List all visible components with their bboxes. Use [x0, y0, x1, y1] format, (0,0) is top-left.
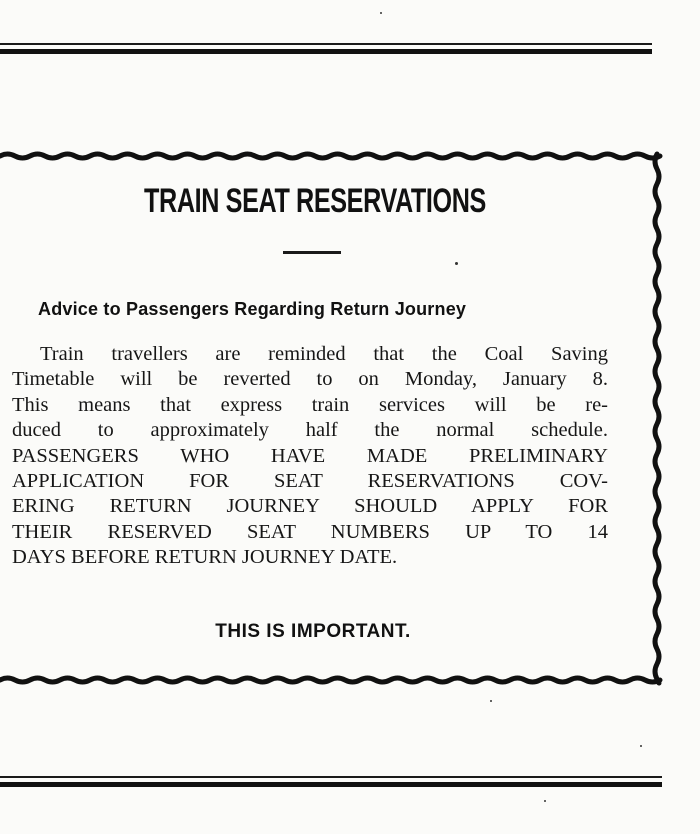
body-line: duced to approximately half the normal schedule.	[12, 419, 608, 442]
notice-body	[12, 342, 608, 571]
headline-dash	[283, 251, 341, 254]
body-line: Timetable will be reverted to on Monday, January 8.	[12, 368, 608, 391]
print-speck	[490, 700, 492, 702]
notice-subheadline: Advice to Passengers Regarding Return Journey	[38, 299, 467, 319]
body-line: PASSENGERS WHO HAVE MADE PRELIMINARY	[12, 444, 608, 467]
body-line: Train travellers are reminded that the Coal Saving	[40, 343, 608, 365]
bottom-column-rule	[0, 776, 662, 790]
top-column-rule	[0, 43, 652, 57]
body-line: ERING RETURN JOURNEY SHOULD APPLY FOR	[12, 495, 608, 518]
notice-box	[0, 140, 666, 688]
print-speck	[544, 800, 546, 802]
body-line: APPLICATION FOR SEAT RESERVATIONS COV-	[12, 470, 608, 493]
print-speck	[380, 12, 382, 14]
body-line: DAYS BEFORE RETURN JOURNEY DATE.	[12, 546, 398, 569]
print-speck	[455, 262, 458, 265]
body-line: This means that express train services will be re-	[12, 393, 608, 416]
notice-closing: THIS IS IMPORTANT.	[215, 621, 411, 642]
body-line: THEIR RESERVED SEAT NUMBERS UP TO 14	[12, 520, 608, 543]
notice-headline: TRAIN SEAT RESERVATIONS	[144, 182, 486, 220]
print-speck	[640, 745, 642, 747]
